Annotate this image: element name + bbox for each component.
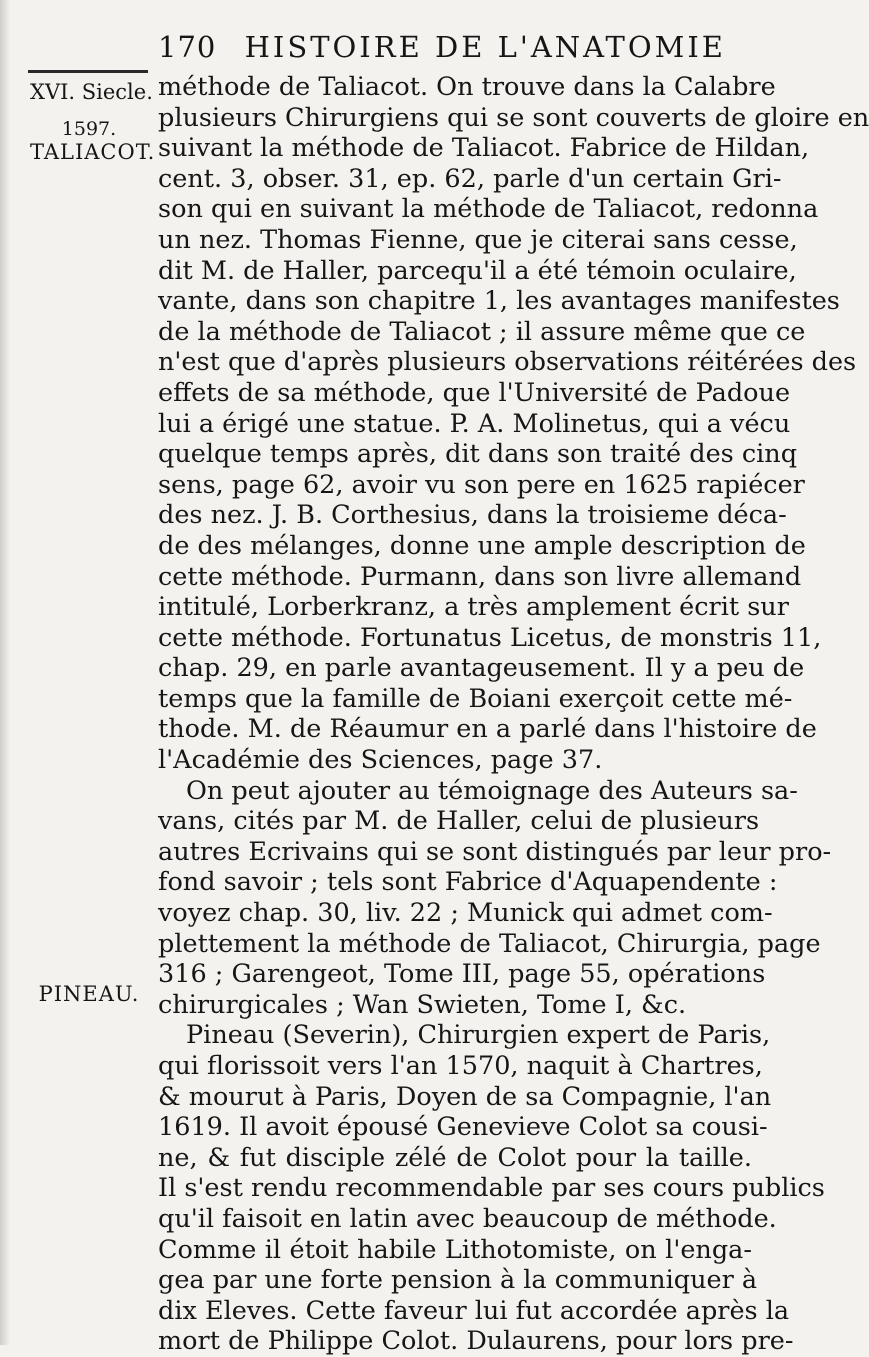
text-line: l'Académie des Sciences, page 37. <box>158 745 603 776</box>
text-line: & mourut à Paris, Doyen de sa Compagnie, l'an <box>158 1081 772 1112</box>
text-line: chirurgicales ; Wan Swieten, Tome I, &c. <box>158 989 687 1020</box>
text-line: Pineau (Severin), Chirurgien expert de Paris, <box>186 1020 771 1051</box>
text-line: de des mélanges, donne une ample description de <box>158 530 806 561</box>
text-line: autres Ecrivains qui se sont distingués par leur pro- <box>158 836 832 867</box>
text-line: plettement la méthode de Taliacot, Chirurgia, page <box>158 928 821 959</box>
text-line: intitulé, Lorberkranz, a très amplement écrit sur <box>158 592 789 623</box>
text-line: cent. 3, obser. 31, ep. 62, parle d'un certain Gri- <box>158 163 782 194</box>
text-line: Il s'est rendu recommendable par ses cours publics <box>158 1173 825 1204</box>
text-line: lui a érigé une statue. P. A. Molinetus, qui a vécu <box>158 408 791 439</box>
text-line: Comme il étoit habile Lithotomiste, on l'enga- <box>158 1234 752 1265</box>
text-line: dix Eleves. Cette faveur lui fut accordée après la <box>158 1295 790 1326</box>
text-line: voyez chap. 30, liv. 22 ; Munick qui admet com- <box>158 898 773 929</box>
text-line: dit M. de Haller, parcequ'il a été témoin oculaire, <box>158 255 797 286</box>
text-line: des nez. J. B. Corthesius, dans la troisieme déca- <box>158 500 787 531</box>
text-line: thode. M. de Réaumur en a parlé dans l'histoire de <box>158 714 817 745</box>
page-gutter-shadow <box>0 0 10 1345</box>
text-line: cette méthode. Fortunatus Licetus, de monstris 11, <box>158 622 822 653</box>
text-line: vans, cités par M. de Haller, celui de plusieurs <box>158 806 760 837</box>
text-line: plusieurs Chirurgiens qui se sont couverts de gloire en <box>158 102 869 133</box>
text-line: n'est que d'après plusieurs observations réitérées des <box>158 347 857 378</box>
text-line: chap. 29, en parle avantageusement. Il y a peu de <box>158 653 805 684</box>
text-line: vante, dans son chapitre 1, les avantages manifestes <box>158 286 840 317</box>
running-header <box>158 30 726 64</box>
text-line: 316 ; Garengeot, Tome III, page 55, opérations <box>158 959 766 990</box>
text-line: quelque temps après, dit dans son traité des cinq <box>158 439 798 470</box>
text-line: mort de Philippe Colot. Dulaurens, pour lors pre- <box>158 1326 794 1357</box>
margin-note-century: XVI. Siecle. <box>30 80 153 104</box>
text-line: qui florissoit vers l'an 1570, naquit à Chartres, <box>158 1051 763 1081</box>
running-title: HISTOIRE DE L'ANATOMIE <box>244 30 726 64</box>
margin-note-year: 1597. <box>61 118 117 140</box>
text-line: suivant la méthode de Taliacot. Fabrice de Hildan, <box>158 133 810 164</box>
text-line: cette méthode. Purmann, dans son livre allemand <box>158 561 802 592</box>
text-line: ne, & fut disciple zélé de Colot pour la taille. <box>158 1142 752 1173</box>
text-line: gea par une forte pension à la communiquer à <box>158 1265 758 1296</box>
text-line: effets de sa méthode, que l'Université de Padoue <box>158 377 791 408</box>
text-line: temps que la famille de Boiani exerçoit cette mé- <box>158 683 793 714</box>
margin-rule <box>28 70 148 73</box>
text-line: de la méthode de Taliacot ; il assure même que ce <box>158 316 806 347</box>
text-line: fond savoir ; tels sont Fabrice d'Aquapendente : <box>158 867 778 898</box>
margin-note-taliacot: TALIACOT. <box>30 140 156 164</box>
text-line: un nez. Thomas Fienne, que je citerai sans cesse, <box>158 224 798 255</box>
body-text <box>158 72 869 1357</box>
text-line: On peut ajouter au témoignage des Auteurs sa- <box>186 775 798 806</box>
text-line: son qui en suivant la méthode de Taliacot, redonna <box>158 194 819 225</box>
text-line: sens, page 62, avoir vu son pere en 1625 rapiécer <box>158 469 805 500</box>
text-line: qu'il faisoit en latin avec beaucoup de méthode. <box>158 1203 777 1234</box>
text-line: 1619. Il avoit épousé Genevieve Colot sa cousi- <box>158 1112 768 1143</box>
text-line: méthode de Taliacot. On trouve dans la Calabre <box>158 72 776 102</box>
margin-note-pineau: PINEAU. <box>38 982 140 1006</box>
page-number: 170 <box>158 30 217 64</box>
